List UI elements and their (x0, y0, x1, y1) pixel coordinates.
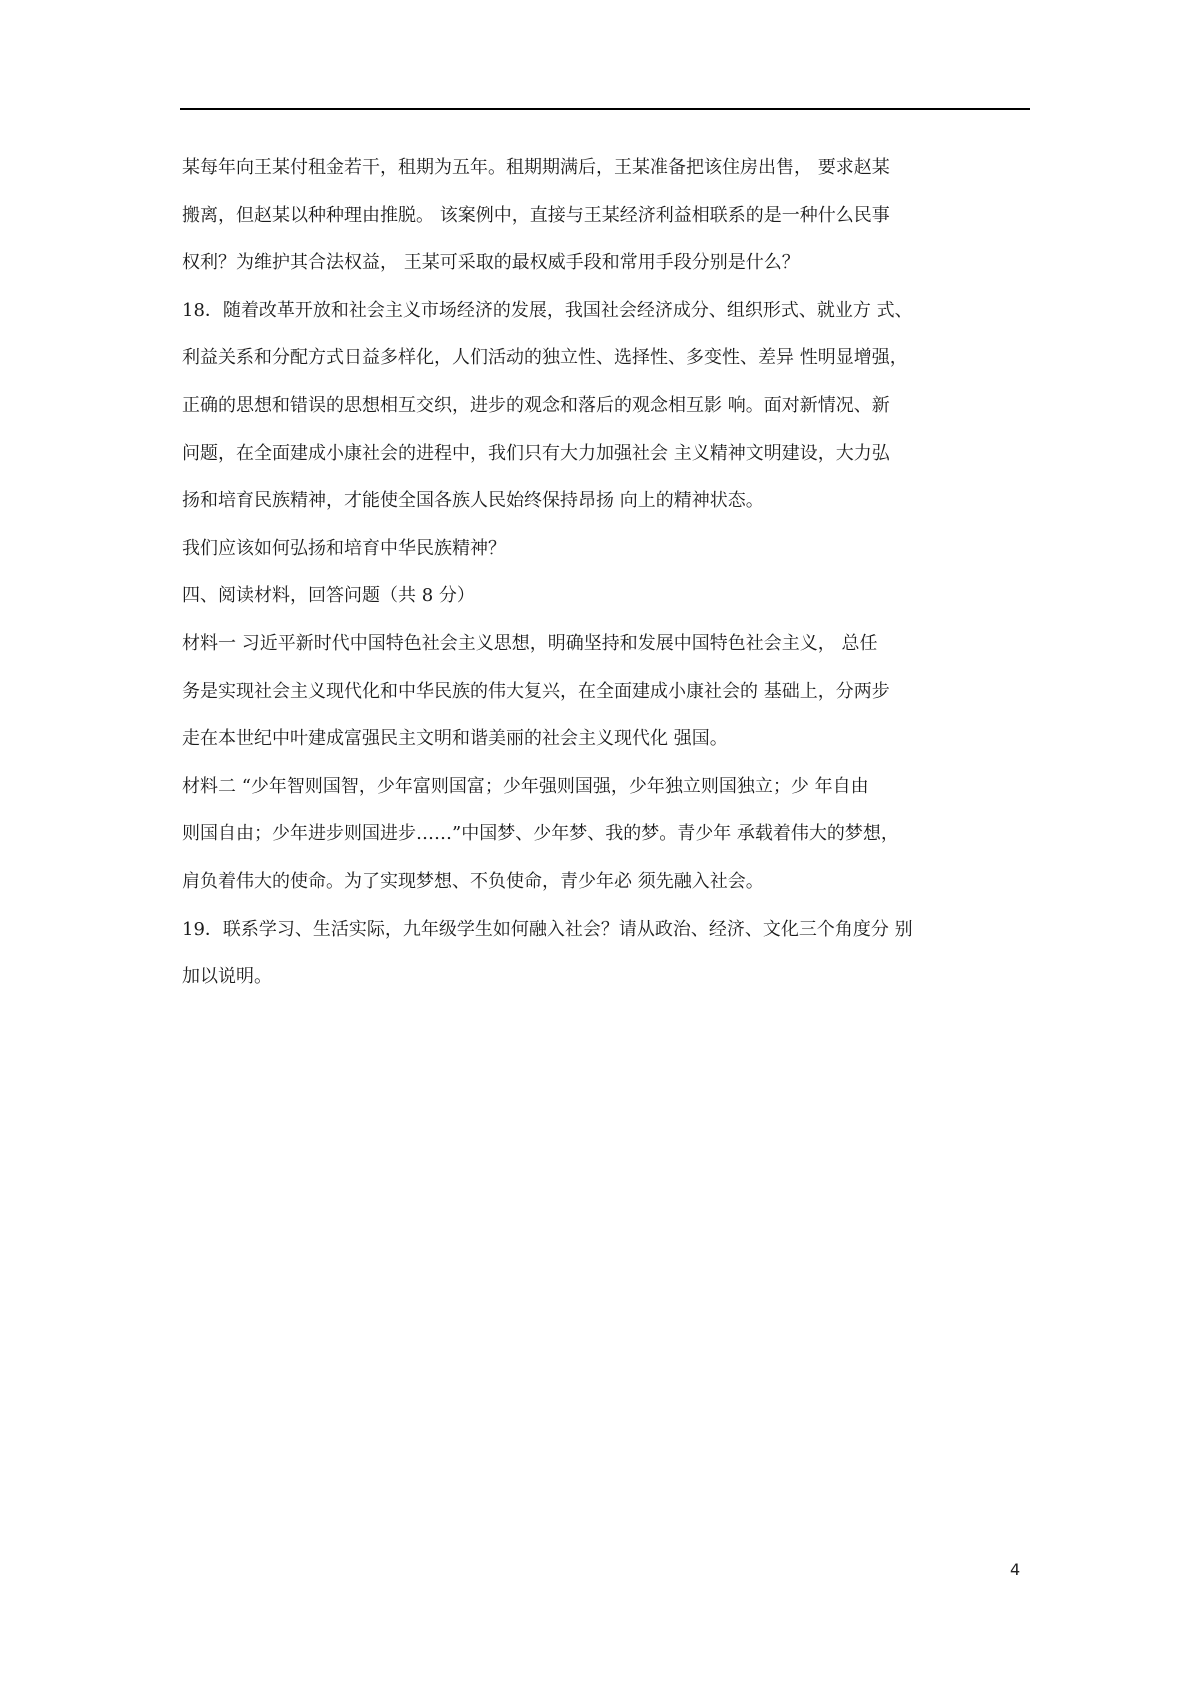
page-number: 4 (1010, 1560, 1021, 1579)
text-line: 利益关系和分配方式日益多样化，人们活动的独立性、选择性、多变性、差异 性明显增强， (182, 347, 908, 369)
text-line: 某每年向王某付租金若干，租期为五年。租期期满后，王某准备把该住房出售， 要求赵某 (182, 157, 890, 178)
text-line: 问题，在全面建成小康社会的进程中，我们只有大力加强社会 主义精神文明建设，大力弘 (182, 442, 890, 464)
text-line: 走在本世纪中叶建成富强民主文明和谐美丽的社会主义现代化 强国。 (182, 728, 728, 750)
header-rule (180, 108, 1030, 110)
text-line: 加以说明。 (182, 966, 272, 988)
section-heading: 四、阅读材料，回答问题（共 8 分） (182, 585, 475, 607)
document-body (182, 150, 1032, 1007)
text-line: 务是实现社会主义现代化和中华民族的伟大复兴，在全面建成小康社会的 基础上，分两步 (182, 680, 890, 702)
question-18-line: 18．随着改革开放和社会主义市场经济的发展，我国社会经济成分、组织形式、就业方 式、 (182, 299, 913, 321)
text-line: 正确的思想和错误的思想相互交织，进步的观念和落后的观念相互影 响。面对新情况、新 (182, 394, 890, 416)
material-two-line: 材料二 “少年智则国智，少年富则国富；少年强则国强，少年独立则国独立；少 年自由 (182, 775, 869, 797)
material-one-line: 材料一 习近平新时代中国特色社会主义思想，明确坚持和发展中国特色社会主义， 总任 (182, 632, 878, 654)
text-line: 则国自由；少年进步则国进步……”中国梦、少年梦、我的梦。青少年 承载着伟大的梦想， (182, 823, 899, 845)
text-line: 扬和培育民族精神，才能使全国各族人民始终保持昂扬 向上的精神状态。 (182, 490, 764, 512)
text-line: 肩负着伟大的使命。为了实现梦想、不负使命，青少年必 须先融入社会。 (182, 870, 764, 892)
question-19-line: 19．联系学习、生活实际，九年级学生如何融入社会？请从政治、经济、文化三个角度分 别 (182, 918, 913, 940)
question-prompt: 我们应该如何弘扬和培育中华民族精神？ (182, 537, 506, 559)
text-line: 权利？为维护其合法权益， 王某可采取的最权威手段和常用手段分别是什么？ (182, 252, 800, 274)
text-line: 搬离，但赵某以种种理由推脱。 该案例中，直接与王某经济利益相联系的是一种什么民事 (182, 204, 890, 226)
